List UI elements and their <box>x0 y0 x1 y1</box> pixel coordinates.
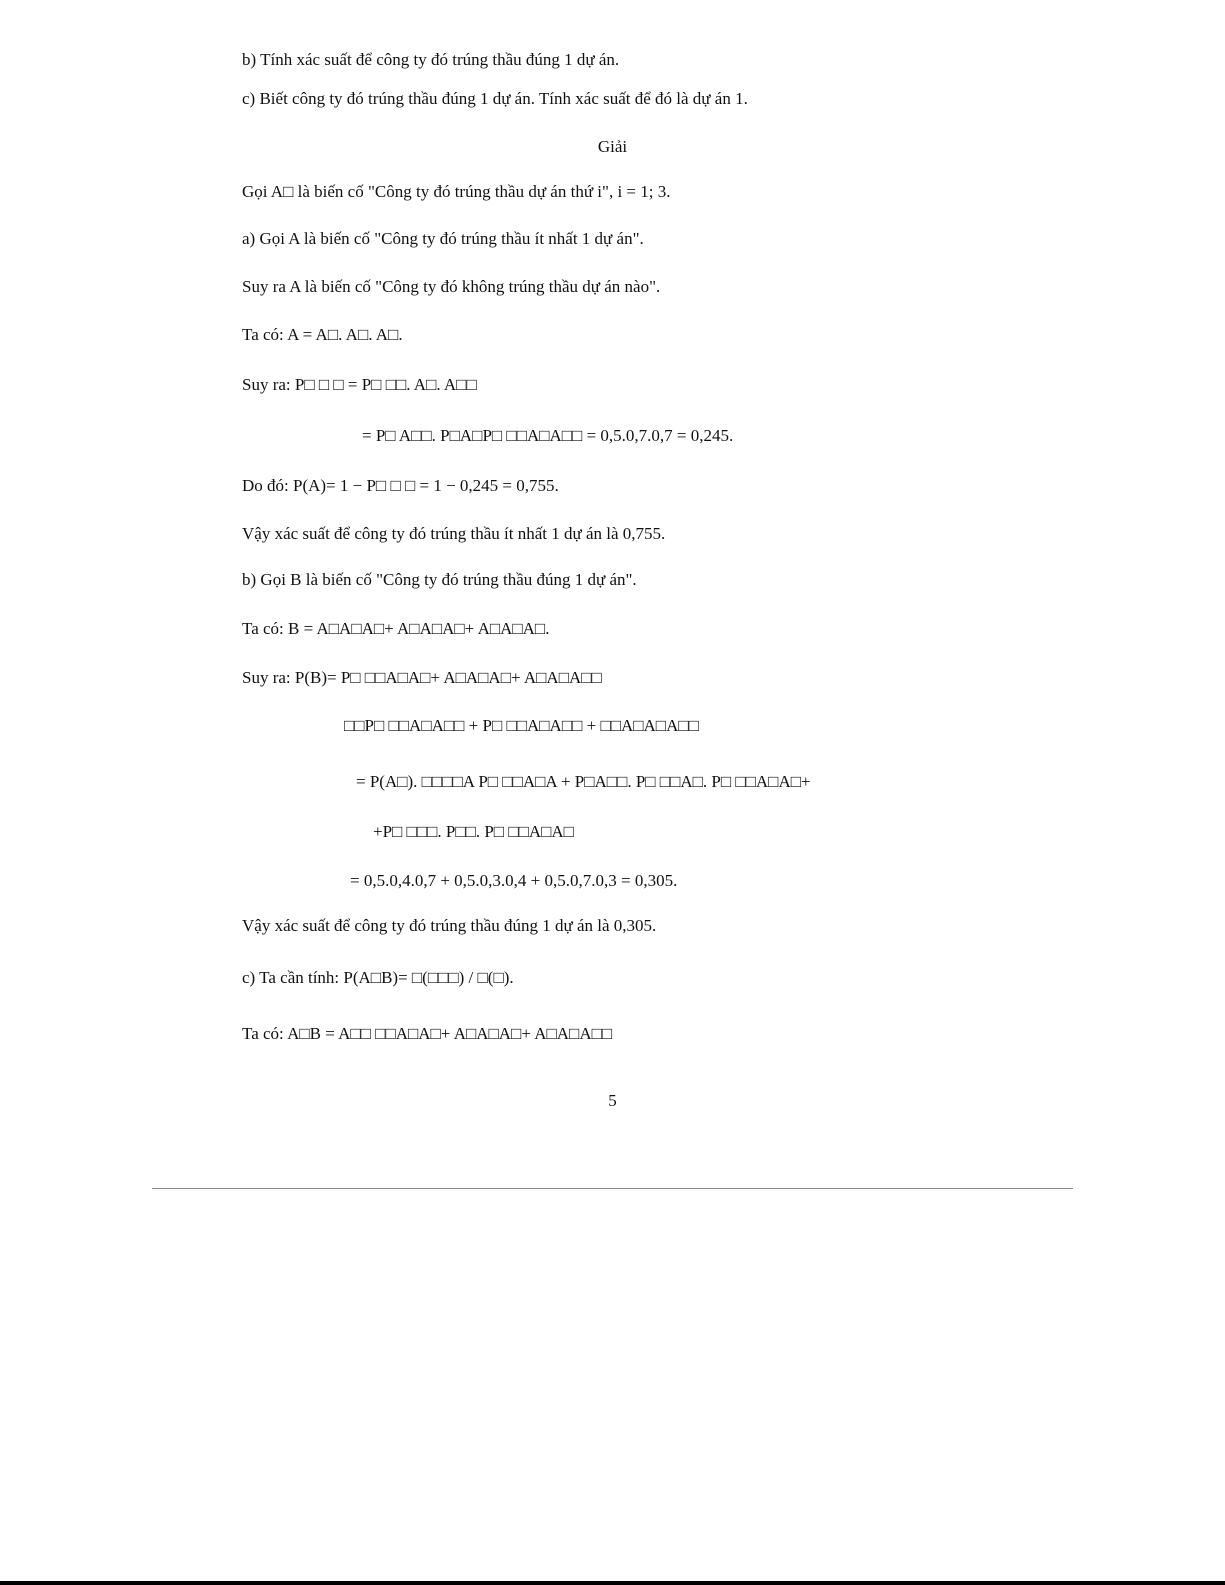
page-separator <box>152 1188 1073 1189</box>
text-line-define-ai: Gọi A□ là biến cố "Công ty đó trúng thầu dự án thứ i", i = 1; 3. <box>242 182 671 201</box>
equation-b-decomposition: Ta có: B = A□A□A□+ A□A□A□+ A□A□A□. <box>242 619 550 638</box>
equation-complement-product: Ta có: A = A□. A□. A□. <box>242 325 403 344</box>
equation-prob-b-products: = P(A□). □□□□A P□ □□A□A + P□A□□. P□ □□A□. P□ □□A□A□+ <box>356 772 811 791</box>
equation-intersection: Ta có: A□B = A□□ □□A□A□+ A□A□A□+ A□A□A□□ <box>242 1024 613 1043</box>
equation-conditional: c) Ta cần tính: P(A□B)= □(□□□) / □(□). <box>242 968 514 987</box>
text-line-part-c: c) Biết công ty đó trúng thầu đúng 1 dự án. Tính xác suất để đó là dự án 1. <box>242 89 748 108</box>
equation-prob-complement: Suy ra: P□ □ □ = P□ □□. A□. A□□ <box>242 375 477 394</box>
equation-prob-b-products-cont: +P□ □□□. P□□. P□ □□A□A□ <box>373 822 574 841</box>
equation-prob-b-value: = 0,5.0,4.0,7 + 0,5.0,3.0,4 + 0,5.0,7.0,3 = 0,305. <box>350 871 678 890</box>
text-line-part-b: b) Tính xác suất để công ty đó trúng thầu đúng 1 dự án. <box>242 50 620 69</box>
equation-prob-a: Do đó: P(A)= 1 − P□ □ □ = 1 − 0,245 = 0,755. <box>242 476 559 495</box>
page-number: 5 <box>608 1091 617 1110</box>
text-line-complement: Suy ra A là biến cố "Công ty đó không trúng thầu dự án nào". <box>242 277 661 296</box>
bottom-edge-bar <box>0 1581 1225 1585</box>
equation-prob-complement-value: = P□ A□□. P□A□P□ □□A□A□□ = 0,5.0,7.0,7 = 0,245. <box>362 426 734 445</box>
solution-heading: Giải <box>597 137 628 156</box>
conclusion-part-a: Vậy xác suất để công ty đó trúng thầu ít nhất 1 dự án là 0,755. <box>242 524 666 543</box>
equation-prob-b: Suy ra: P(B)= P□ □□A□A□+ A□A□A□+ A□A□A□□ <box>242 668 602 687</box>
conclusion-part-b: Vậy xác suất để công ty đó trúng thầu đúng 1 dự án là 0,305. <box>242 916 657 935</box>
text-line-part-b-define: b) Gọi B là biến cố "Công ty đó trúng thầu đúng 1 dự án". <box>242 570 637 589</box>
equation-prob-b-expand: □□P□ □□A□A□□ + P□ □□A□A□□ + □□A□A□A□□ <box>344 716 699 735</box>
text-line-part-a-define: a) Gọi A là biến cố "Công ty đó trúng thầu ít nhất 1 dự án". <box>242 229 644 248</box>
